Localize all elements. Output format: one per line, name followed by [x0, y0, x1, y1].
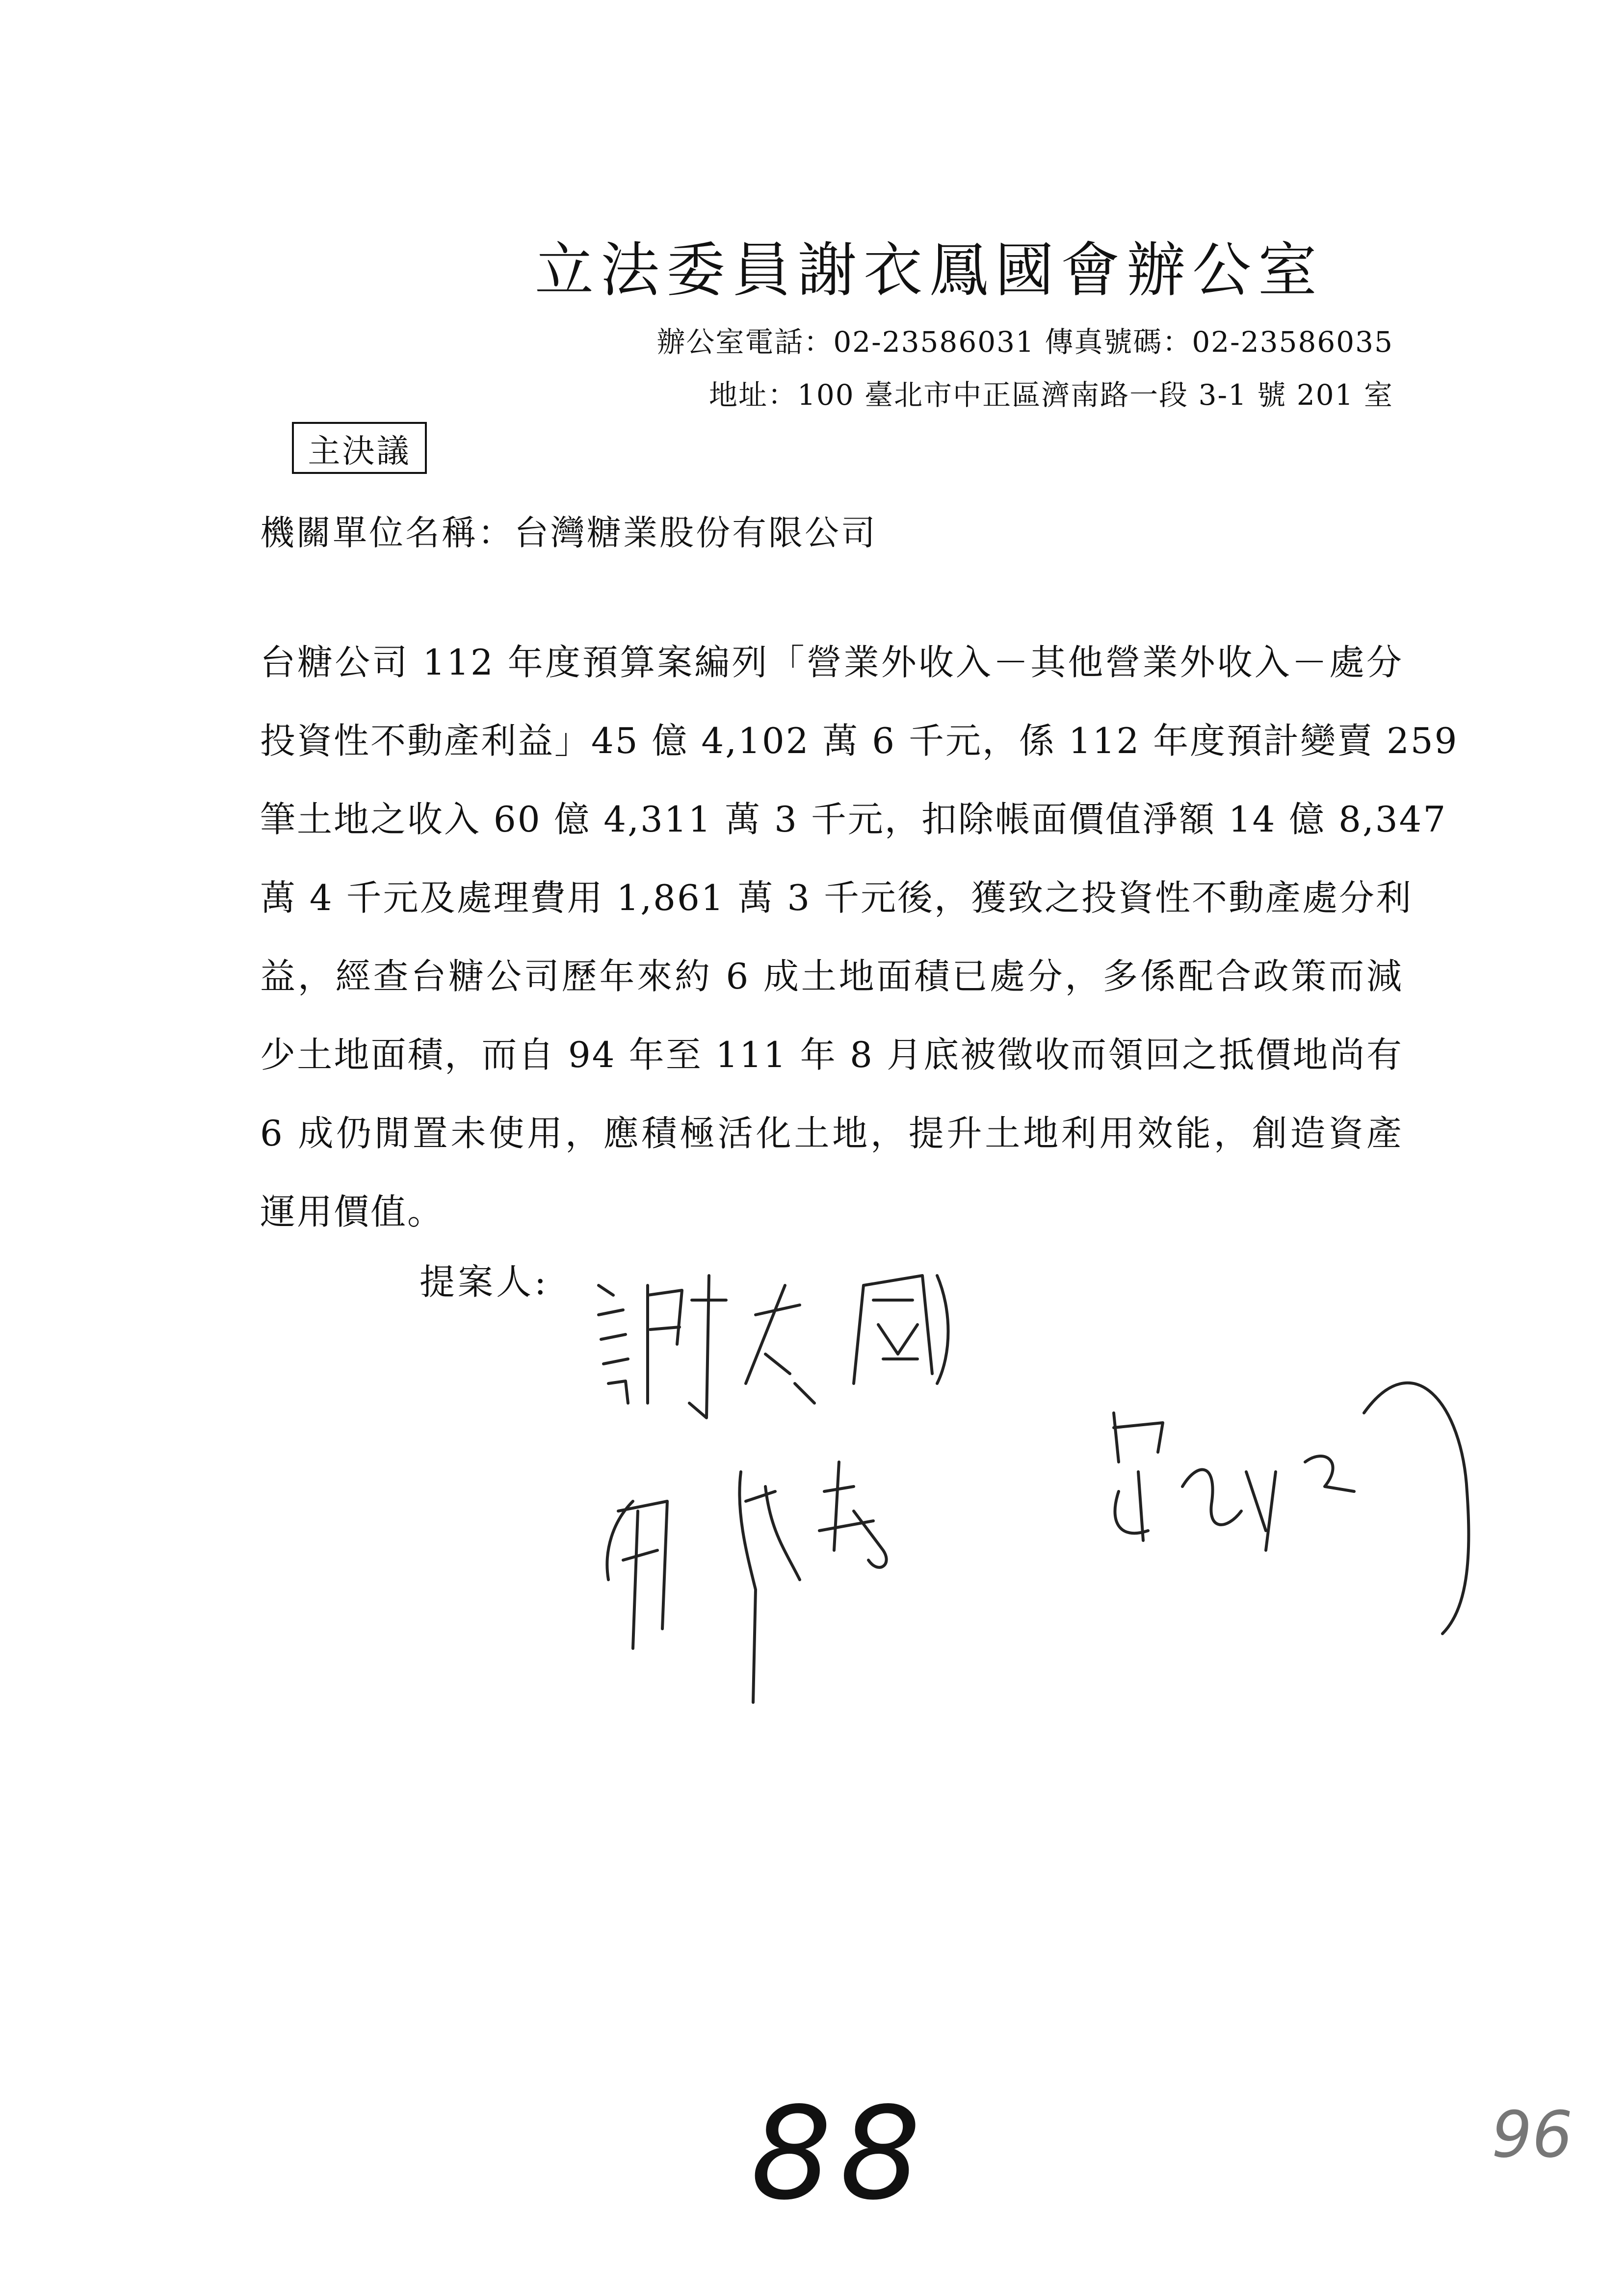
- office-title: 立法委員謝衣鳳國會辦公室: [535, 236, 1324, 305]
- sheet-mark: 96: [1492, 2097, 1573, 2172]
- body-line: 少土地面積，而自 94 年至 111 年 8 月底被徵收而領回之抵價地尚有: [260, 1034, 1403, 1075]
- body-line: 益，經查台糖公司歷年來約 6 成土地面積已處分，多係配合政策而減: [260, 956, 1403, 997]
- page-number: 88: [751, 2080, 929, 2228]
- signature-3: [1114, 1383, 1468, 1634]
- handwritten-signatures: [579, 1256, 1482, 1742]
- body-line: 萬 4 千元及處理費用 1,861 萬 3 千元後，獲致之投資性不動產處分利: [260, 877, 1413, 918]
- body-line: 台糖公司 112 年度預算案編列「營業外收入－其他營業外收入－處分: [260, 642, 1403, 683]
- signature-1: [599, 1276, 948, 1418]
- resolution-type-stamp: [292, 422, 427, 474]
- office-address-line: 地址：100 臺北市中正區濟南路一段 3-1 號 201 室: [709, 378, 1393, 412]
- proposer-label: 提案人:: [419, 1261, 550, 1303]
- body-line: 筆土地之收入 60 億 4,311 萬 3 千元，扣除帳面價值淨額 14 億 8,347: [260, 799, 1447, 840]
- body-line: 投資性不動產利益」45 億 4,102 萬 6 千元，係 112 年度預計變賣 259: [260, 720, 1459, 761]
- resolution-body: [260, 633, 1459, 1261]
- office-phone-line: 辦公室電話：02-23586031 傳真號碼：02-23586035: [656, 325, 1393, 359]
- body-line: 6 成仍閒置未使用，應積極活化土地，提升土地利用效能，創造資產: [260, 1113, 1403, 1154]
- resolution-type-label: 主決議: [308, 432, 411, 470]
- signature-2: [607, 1462, 886, 1702]
- body-line: 運用價值。: [260, 1191, 445, 1232]
- agency-line: 機關單位名稱：台灣糖業股份有限公司: [260, 513, 877, 553]
